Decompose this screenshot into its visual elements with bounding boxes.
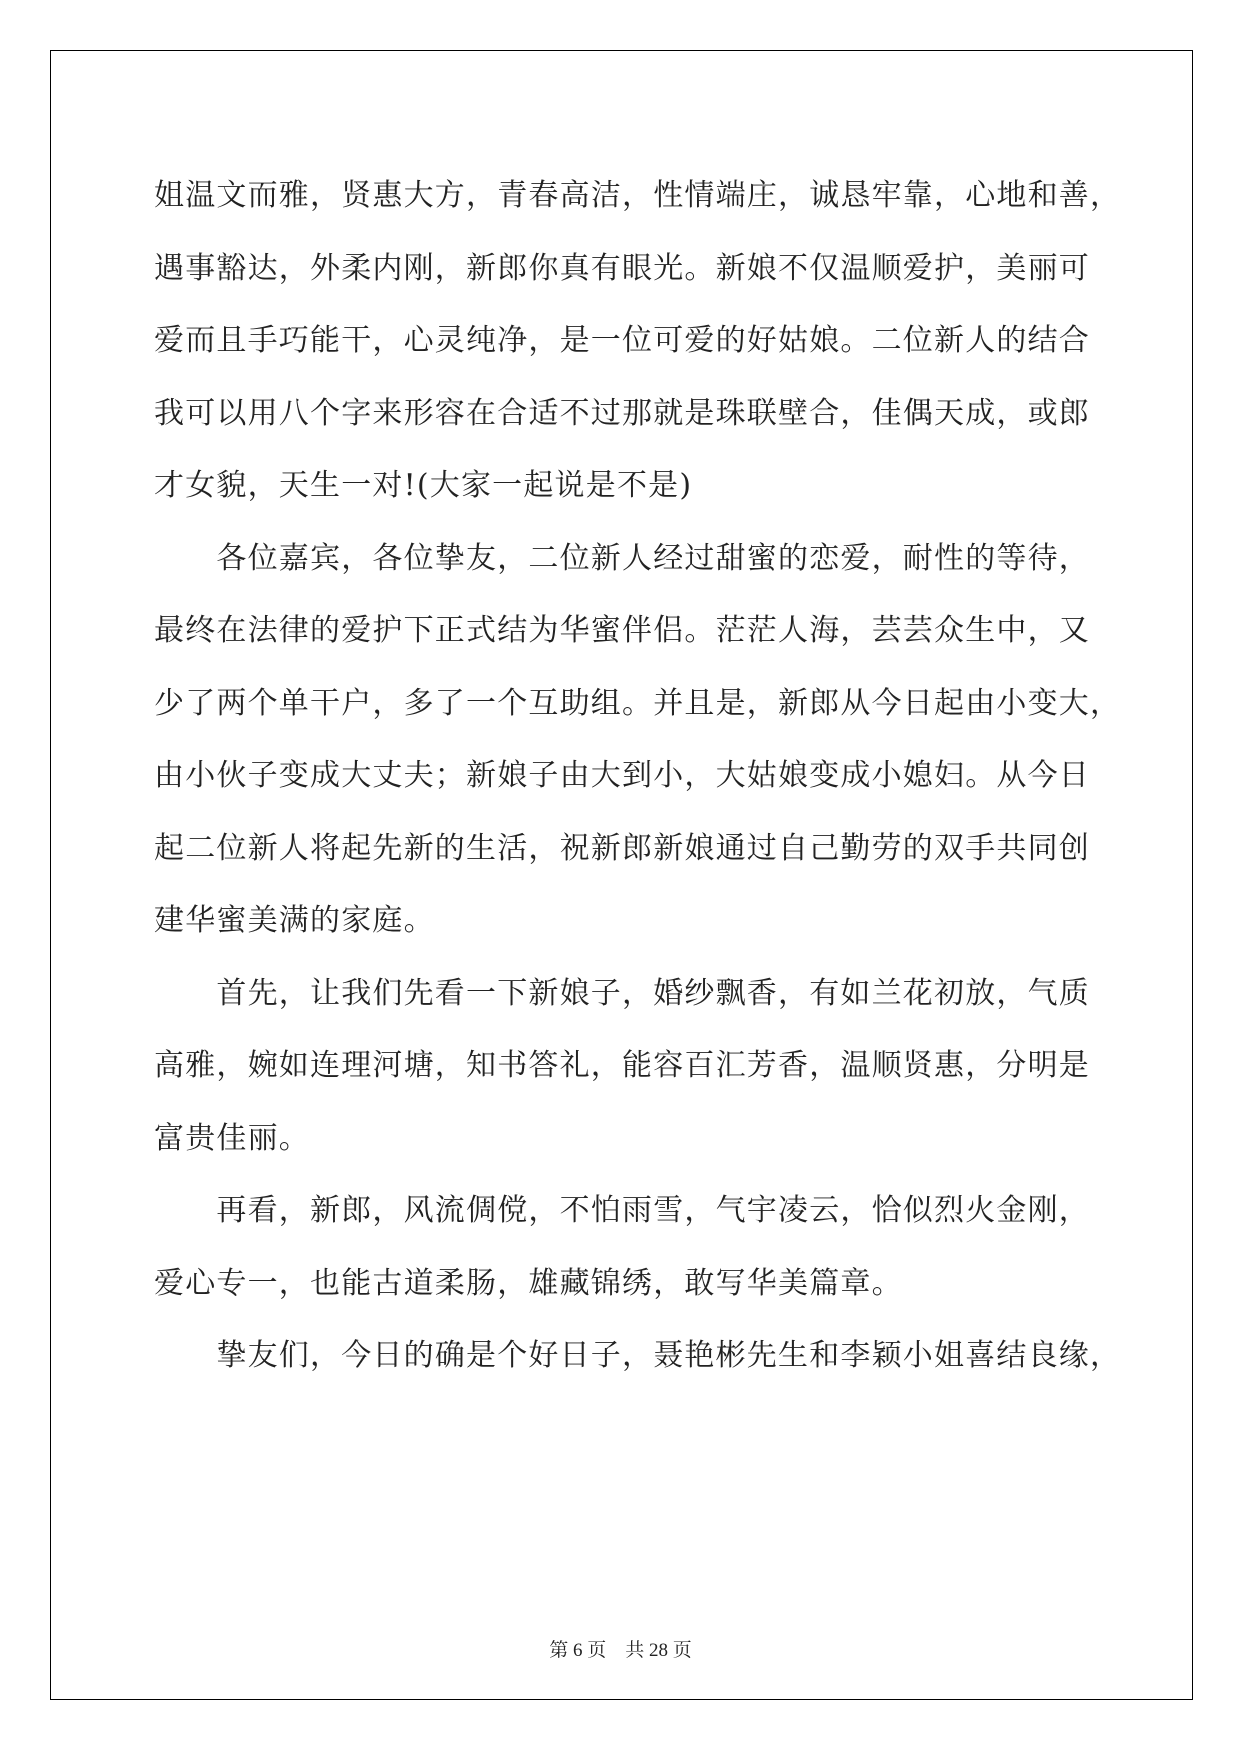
text-line: 少了两个单干户，多了一个互助组。并且是，新郎从今日起由小变大， [154,685,1122,721]
text-line: 爱心专一，也能古道柔肠，雄藏锦绣，敢写华美篇章。 [154,1265,903,1301]
text-line: 我可以用八个字来形容在合适不过那就是珠联壁合，佳偶天成，或郎 [154,395,1090,431]
paragraph [154,523,1122,958]
text-line: 再看，新郎，风流倜傥，不怕雨雪，气宇凌云，恰似烈火金刚， [154,1193,1090,1228]
text-line: 建华蜜美满的家庭。 [154,903,435,938]
text-line: 最终在法律的爱护下正式结为华蜜伴侣。茫茫人海，芸芸众生中，又 [154,613,1090,648]
text-line: 由小伙子变成大丈夫；新娘子由大到小，大姑娘变成小媳妇。从今日 [154,758,1090,793]
paragraph [154,1175,1094,1320]
text-line: 爱而且手巧能干，心灵纯净，是一位可爱的好姑娘。二位新人的结合 [154,323,1090,358]
text-line: 高雅，婉如连理河塘，知书答礼，能容百汇芳香，温顺贤惠，分明是 [154,1048,1090,1083]
text-line: 富贵佳丽。 [154,1120,310,1156]
footer-gap [606,1640,625,1661]
page-number: 第 6 页 [549,1640,607,1661]
text-line: 挚友们，今日的确是个好日子，聂艳彬先生和李颖小姐喜结良缘， [154,1338,1122,1373]
text-line: 才女貌，天生一对!(大家一起说是不是) [154,468,693,503]
text-line: 遇事豁达，外柔内刚，新郎你真有眼光。新娘不仅温顺爱护，美丽可 [154,250,1090,286]
paragraph [154,160,1122,523]
paragraph [154,958,1094,1176]
text-line: 首先，让我们先看一下新娘子，婚纱飘香，有如兰花初放，气质 [154,975,1090,1011]
text-line: 各位嘉宾，各位挚友，二位新人经过甜蜜的恋爱，耐性的等待， [154,540,1090,576]
page-total: 共 28 页 [625,1640,692,1661]
paragraph [154,1320,1122,1393]
text-line: 姐温文而雅，贤惠大方，青春高洁，性情端庄，诚恳牢靠，心地和善， [154,178,1122,213]
document-body [154,160,1122,1393]
text-line: 起二位新人将起先新的生活，祝新郎新娘通过自己勤劳的双手共同创 [154,830,1090,866]
page-footer [0,1635,1241,1662]
